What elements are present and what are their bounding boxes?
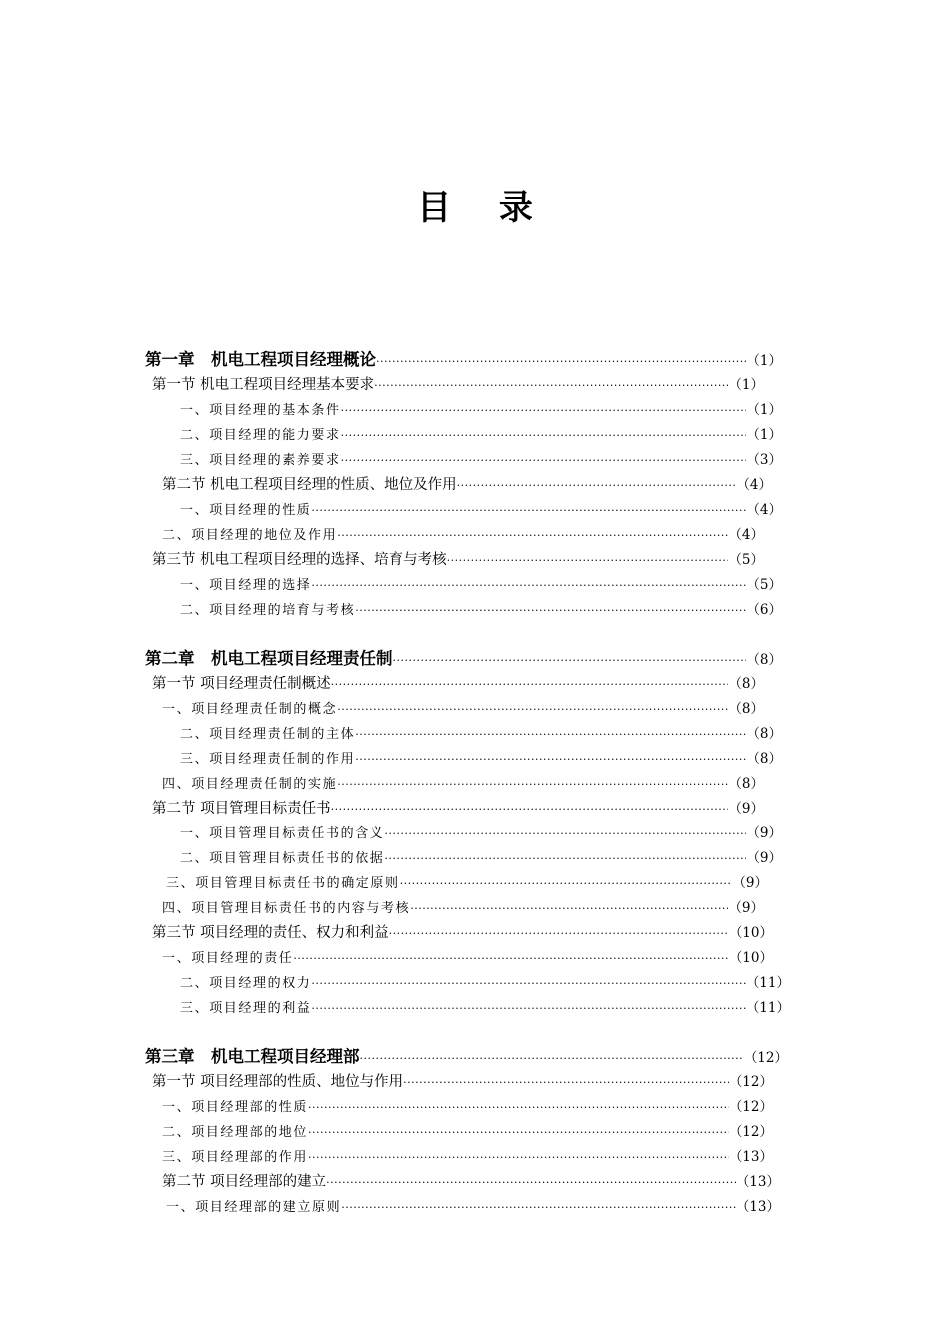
toc-entry-page-number: （9） <box>746 850 782 866</box>
toc-entry-label: 第一节 项目经理责任制概述 <box>152 676 331 692</box>
toc-entry-label: 二、项目管理目标责任书的依据 <box>180 851 385 866</box>
toc-chapter-entry[interactable] <box>145 349 782 371</box>
toc-entry-label: 一、项目经理的选择 <box>180 578 312 593</box>
dot-leader <box>311 500 746 522</box>
toc-section-entry[interactable] <box>162 474 772 496</box>
toc-item-entry[interactable] <box>180 847 782 869</box>
toc-entry-page-number: （11） <box>745 975 790 991</box>
toc-entry-page-number: （8） <box>746 751 782 767</box>
toc-entry-label: 第二节 机电工程项目经理的性质、地位及作用 <box>162 477 457 493</box>
toc-entry-label: 一、项目经理部的性质 <box>162 1100 309 1115</box>
toc-entry-page-number: （1） <box>728 377 764 393</box>
toc-entry-page-number: （5） <box>728 552 764 568</box>
dot-leader <box>355 600 746 622</box>
dot-leader <box>308 1147 729 1169</box>
toc-entry-page-number: （4） <box>746 502 782 518</box>
toc-item-entry[interactable] <box>180 399 782 421</box>
toc-entry-label: 一、项目经理的基本条件 <box>180 403 341 418</box>
toc-entry-page-number: （1） <box>746 353 782 369</box>
toc-entry-label: 一、项目经理责任制的概念 <box>162 702 338 717</box>
toc-entry-label: 二、项目经理的权力 <box>180 976 312 991</box>
toc-entry-label: 一、项目经理部的建立原则 <box>166 1200 342 1215</box>
toc-entry-page-number: （9） <box>728 801 764 817</box>
toc-entry-page-number: （12） <box>728 1124 773 1140</box>
toc-entry-page-number: （8） <box>728 676 764 692</box>
toc-entry-label: 三、项目经理责任制的作用 <box>180 752 356 767</box>
toc-entry-label: 一、项目经理的性质 <box>180 503 312 518</box>
toc-item-entry[interactable] <box>180 997 790 1019</box>
toc-entry-page-number: （12） <box>728 1074 773 1090</box>
toc-entry-label: 一、项目管理目标责任书的含义 <box>180 826 385 841</box>
toc-entry-label: 一、项目经理的责任 <box>162 951 294 966</box>
toc-entry-page-number: （8） <box>728 701 764 717</box>
toc-entry-page-number: （1） <box>746 402 782 418</box>
dot-leader <box>341 400 747 422</box>
dot-leader <box>384 848 746 870</box>
toc-entry-label: 二、项目经理的能力要求 <box>180 428 341 443</box>
dot-leader <box>293 948 728 970</box>
toc-entry-label: 二、项目经理的培育与考核 <box>180 603 356 618</box>
toc-entry-label: 第三节 机电工程项目经理的选择、培育与考核 <box>152 552 447 568</box>
toc-entry-label: 四、项目管理目标责任书的内容与考核 <box>162 901 411 916</box>
toc-item-entry[interactable] <box>162 1096 773 1118</box>
toc-entry-label: 第二章 机电工程项目经理责任制 <box>145 649 393 668</box>
toc-entry-label: 二、项目经理责任制的主体 <box>180 727 356 742</box>
toc-entry-page-number: （13） <box>735 1199 780 1215</box>
toc-entry-page-number: （10） <box>728 925 773 941</box>
toc-entry-page-number: （11） <box>745 1000 790 1016</box>
dot-leader <box>331 799 729 821</box>
toc-entry-page-number: （9） <box>746 825 782 841</box>
dot-leader <box>326 1172 736 1194</box>
toc-entry-page-number: （9） <box>732 875 768 891</box>
dot-leader <box>355 724 746 746</box>
toc-entry-page-number: （12） <box>728 1099 773 1115</box>
toc-entry-label: 三、项目经理部的作用 <box>162 1150 309 1165</box>
toc-item-entry[interactable] <box>162 897 764 919</box>
dot-leader <box>337 525 728 547</box>
toc-entry-page-number: （5） <box>746 577 782 593</box>
dot-leader <box>308 1097 729 1119</box>
toc-section-entry[interactable] <box>152 549 764 571</box>
toc-item-entry[interactable] <box>180 424 782 446</box>
dot-leader <box>389 923 729 945</box>
toc-entry-label: 第一节 项目经理部的性质、地位与作用 <box>152 1074 404 1090</box>
toc-item-entry[interactable] <box>162 1121 773 1143</box>
dot-leader <box>331 674 729 696</box>
dot-leader <box>400 873 733 895</box>
toc-item-entry[interactable] <box>180 599 782 621</box>
toc-chapter-entry[interactable] <box>145 1046 788 1068</box>
toc-section-entry[interactable] <box>162 1171 780 1193</box>
toc-section-entry[interactable] <box>152 922 773 944</box>
dot-leader <box>360 1048 744 1070</box>
toc-item-entry[interactable] <box>162 773 764 795</box>
toc-entry-page-number: （3） <box>746 452 782 468</box>
toc-item-entry[interactable] <box>162 1146 773 1168</box>
dot-leader <box>308 1122 729 1144</box>
toc-entry-page-number: （10） <box>728 950 773 966</box>
dot-leader <box>341 425 747 447</box>
toc-entry-label: 三、项目经理的利益 <box>180 1001 312 1016</box>
toc-section-entry[interactable] <box>152 673 764 695</box>
toc-entry-page-number: （8） <box>728 776 764 792</box>
toc-item-entry[interactable] <box>180 748 782 770</box>
toc-item-entry[interactable] <box>166 872 768 894</box>
toc-entry-label: 四、项目经理责任制的实施 <box>162 777 338 792</box>
dot-leader <box>447 550 729 572</box>
dot-leader <box>376 351 746 373</box>
toc-entry-label: 第二节 项目经理部的建立 <box>162 1174 327 1190</box>
toc-entry-label: 三、项目经理的素养要求 <box>180 453 341 468</box>
toc-item-entry[interactable] <box>162 947 773 969</box>
toc-entry-label: 第一节 机电工程项目经理基本要求 <box>152 377 375 393</box>
toc-entry-label: 第三节 项目经理的责任、权力和利益 <box>152 925 389 941</box>
dot-leader <box>410 898 728 920</box>
toc-item-entry[interactable] <box>180 499 782 521</box>
toc-entry-label: 三、项目管理目标责任书的确定原则 <box>166 876 400 891</box>
dot-leader <box>311 575 746 597</box>
dot-leader <box>311 998 745 1020</box>
toc-item-entry[interactable] <box>162 524 764 546</box>
dot-leader <box>384 823 746 845</box>
toc-entry-page-number: （8） <box>746 726 782 742</box>
dot-leader <box>337 699 728 721</box>
dot-leader <box>393 650 747 672</box>
toc-entry-label: 二、项目经理的地位及作用 <box>162 528 338 543</box>
toc-item-entry[interactable] <box>180 972 790 994</box>
dot-leader <box>457 475 737 497</box>
toc-entry-page-number: （4） <box>736 477 772 493</box>
toc-item-entry[interactable] <box>166 1196 780 1218</box>
dot-leader <box>403 1072 729 1094</box>
toc-entry-page-number: （4） <box>728 527 764 543</box>
dot-leader <box>341 450 747 472</box>
toc-item-entry[interactable] <box>180 822 782 844</box>
toc-entry-page-number: （12） <box>743 1050 788 1066</box>
toc-entry-page-number: （13） <box>728 1149 773 1165</box>
toc-entry-page-number: （1） <box>746 427 782 443</box>
toc-entry-page-number: （9） <box>728 900 764 916</box>
toc-section-entry[interactable] <box>152 1071 773 1093</box>
toc-section-entry[interactable] <box>152 374 764 396</box>
toc-entry-label: 第二节 项目管理目标责任书 <box>152 801 331 817</box>
dot-leader <box>311 973 745 995</box>
toc-chapter-entry[interactable] <box>145 648 782 670</box>
toc-item-entry[interactable] <box>180 449 782 471</box>
dot-leader <box>341 1197 736 1219</box>
toc-entry-page-number: （8） <box>746 652 782 668</box>
toc-section-entry[interactable] <box>152 798 764 820</box>
toc-entry-page-number: （6） <box>746 602 782 618</box>
toc-entry-page-number: （13） <box>735 1174 780 1190</box>
dot-leader <box>374 375 728 397</box>
toc-entry-label: 第三章 机电工程项目经理部 <box>145 1047 360 1066</box>
page-title: 目 录 <box>417 188 551 228</box>
toc-item-entry[interactable] <box>180 723 782 745</box>
toc-item-entry[interactable] <box>162 698 764 720</box>
toc-entry-label: 第一章 机电工程项目经理概论 <box>145 350 376 369</box>
dot-leader <box>337 774 728 796</box>
dot-leader <box>355 749 746 771</box>
toc-entry-label: 二、项目经理部的地位 <box>162 1125 309 1140</box>
toc-item-entry[interactable] <box>180 574 782 596</box>
